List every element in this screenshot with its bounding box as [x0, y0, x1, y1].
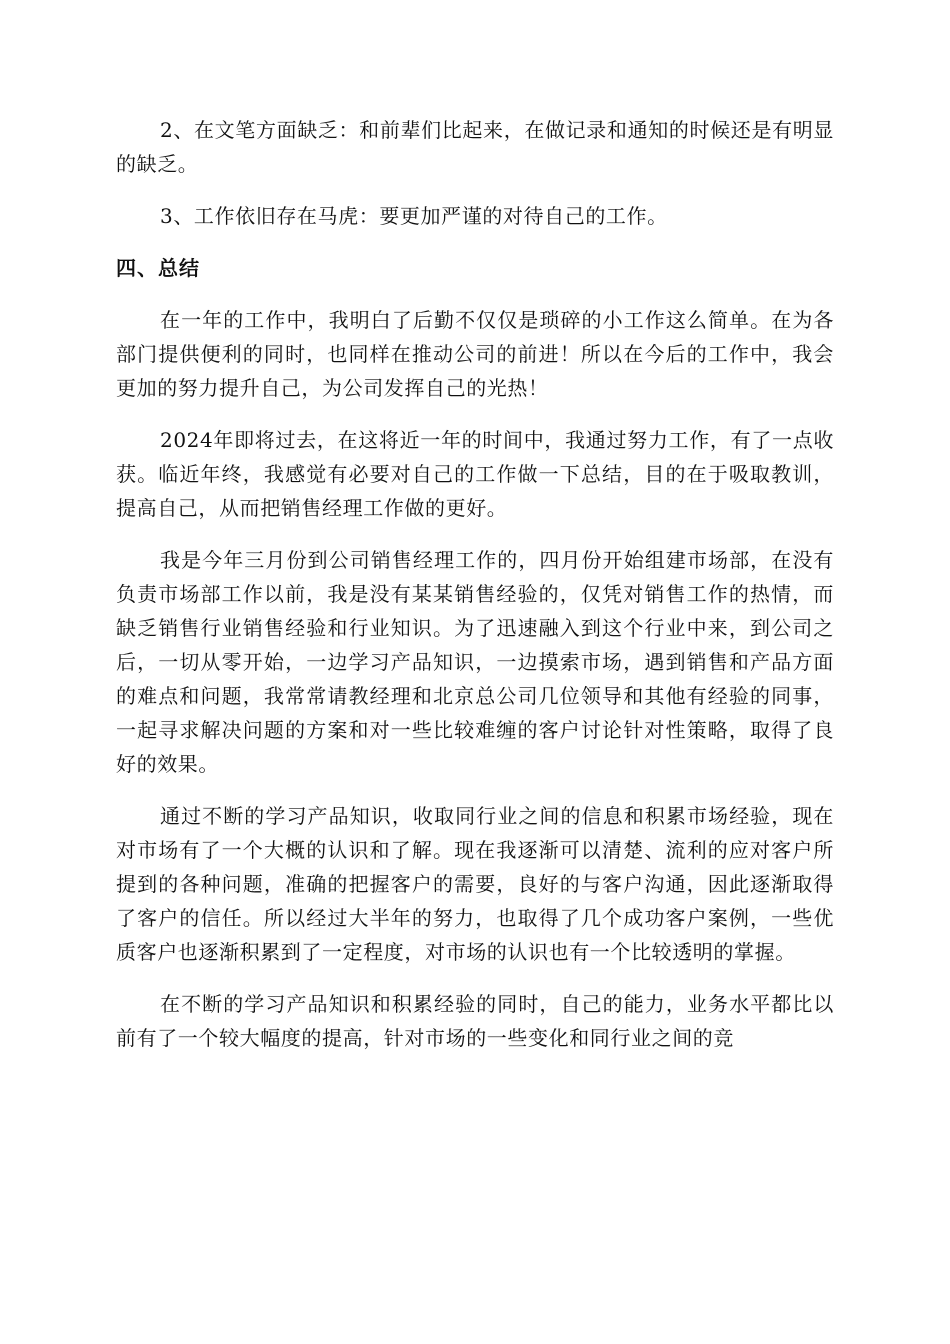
paragraph-writing-weakness: 2、在文笔方面缺乏：和前辈们比起来，在做记录和通知的时候还是有明显的缺乏。 [116, 118, 834, 176]
paragraph-year-review: 2024年即将过去，在这将近一年的时间中，我通过努力工作，有了一点收获。临近年终，我感觉有必要对自己的工作做一下总结，目的在于吸取教训，提高自己，从而把销售经理工作做的更好。 [116, 428, 834, 520]
paragraph-joining-company: 我是今年三月份到公司销售经理工作的，四月份开始组建市场部，在没有负责市场部工作以前，我是没有某某销售经验的，仅凭对销售工作的热情，而缺乏销售行业销售经验和行业知识。为了迅速融入到这个行业中来，到公司之后，一切从零开始，一边学习产品知识，一边摸索市场，遇到销售和产品方面的难点和问题，我常常请教经理和北京总公司几位领导和其他有经验的同事，一起寻求解决问题的方案和对一些比较难缠的客户讨论针对性策略，取得了良好的效果。 [116, 548, 834, 776]
paragraph-summary-year: 在一年的工作中，我明白了后勤不仅仅是琐碎的小工作这么简单。在为各部门提供便利的同时，也同样在推动公司的前进！所以在今后的工作中，我会更加的努力提升自己，为公司发挥自己的光热！ [116, 308, 834, 400]
section-heading-summary: 四、总结 [116, 256, 200, 280]
paragraph-ability-growth: 在不断的学习产品知识和积累经验的同时，自己的能力，业务水平都比以前有了一个较大幅度的提高，针对市场的一些变化和同行业之间的竞 [116, 992, 834, 1050]
paragraph-carelessness: 3、工作依旧存在马虎：要更加严谨的对待自己的工作。 [160, 204, 668, 228]
document-body [116, 113, 834, 1073]
paragraph-market-learning: 通过不断的学习产品知识，收取同行业之间的信息和积累市场经验，现在对市场有了一个大概的认识和了解。现在我逐渐可以清楚、流利的应对客户所提到的各种问题，准确的把握客户的需要，良好的与客户沟通，因此逐渐取得了客户的信任。所以经过大半年的努力，也取得了几个成功客户案例，一些优质客户也逐渐积累到了一定程度，对市场的认识也有一个比较透明的掌握。 [116, 804, 834, 964]
